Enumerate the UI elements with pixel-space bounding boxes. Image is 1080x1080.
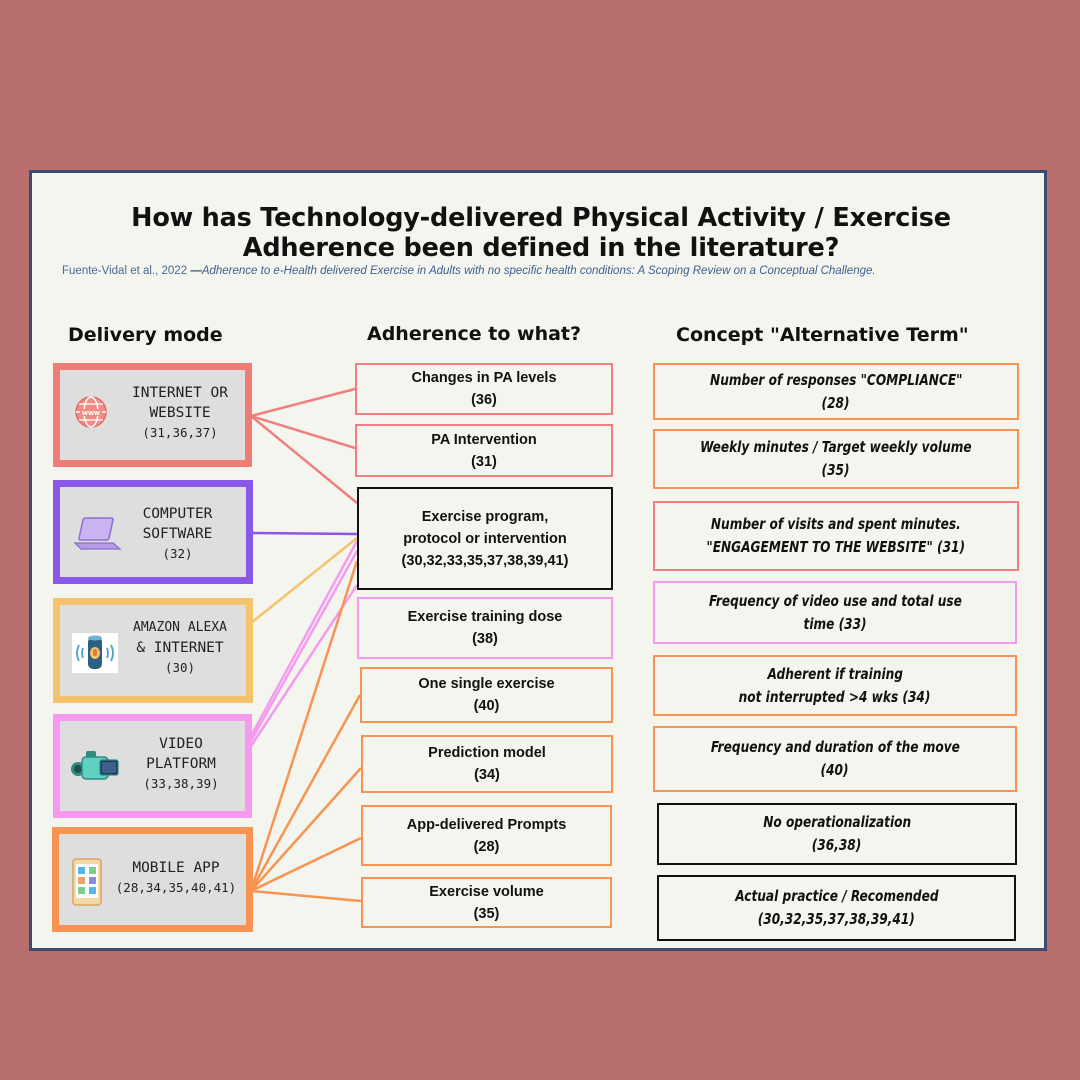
delivery-mode-refs: (30) [164,660,196,675]
concept-refs: (36,38) [812,836,862,854]
adherence-refs: (36) [471,392,497,408]
link-internet-exercise-program [251,416,357,503]
adherence-refs: (38) [472,631,498,647]
adherence-exercise-volume [361,877,612,928]
adherence-refs: (35) [473,905,500,922]
adherence-label: protocol or intervention [403,530,567,547]
adherence-label: PA Intervention [431,431,537,448]
delivery-mode-mobile-app [52,827,253,932]
adherence-label: Exercise program, [421,508,549,525]
adherence-pa-intervention [355,424,613,477]
adherence-label: Prediction model [428,745,546,761]
delivery-mode-amazon-alexa [53,598,253,703]
adherence-label: Changes in PA levels [411,370,557,386]
concept-frequency-duration [653,726,1017,792]
delivery-mode-refs: (33,38,39) [143,776,219,791]
adherence-heading: Adherence to what? [367,323,582,345]
delivery-mode-label: AMAZON ALEXA [133,620,227,635]
concept-weekly-minutes [653,429,1019,489]
mobile-app-icon [71,858,103,906]
link-mobile-app-prompts [251,838,361,891]
adherence-exercise-training-dose [357,597,613,659]
delivery-mode-label: PLATFORM [146,756,216,772]
video-camera-icon [70,749,120,787]
citation-paper: Adherence to e-Health delivered Exercise in Adults with no specific health conditions: A Scoping Review on a Conceptual Challenge. [201,265,876,277]
infographic-panel [29,170,1047,951]
concept-actual-practice [657,875,1016,941]
delivery-mode-video-platform [53,714,252,818]
link-mobile-exercise-volume [251,891,361,901]
delivery-mode-label: SOFTWARE [142,526,213,542]
concept-line: Frequency and duration of the move [710,738,960,756]
adherence-changes-in-pa-levels [355,363,613,415]
svg-text:WWW: WWW [81,411,101,417]
link-mobile-prediction-model [251,768,361,891]
adherence-refs: (34) [474,767,500,783]
concept-no-operationalization [657,803,1017,865]
adherence-label: One single exercise [418,676,555,692]
delivery-mode-label: INTERNET OR [131,385,229,401]
adherence-one-single-exercise [360,667,613,723]
delivery-mode-refs: (28,34,35,40,41) [115,880,237,895]
adherence-exercise-program [357,487,613,590]
concept-line: No operationalization [763,813,911,831]
delivery-mode-label: MOBILE APP [132,860,220,876]
concept-line: Adherent if training [767,664,903,683]
globe-icon [73,394,109,430]
concept-engagement [653,501,1019,571]
concept-refs: (28) [821,393,851,412]
adherence-refs: (28) [473,838,500,855]
concept-compliance [653,363,1019,420]
delivery-mode-label: COMPUTER [142,506,213,522]
delivery-mode-refs: (32) [162,546,193,561]
concept-refs: (40) [820,761,850,779]
delivery-mode-computer-software [53,480,253,584]
delivery-mode-label: & INTERNET [136,640,224,656]
adherence-refs: (40) [473,698,500,714]
link-computer-exercise-program [252,533,357,534]
delivery-mode-heading: Delivery mode [68,324,223,346]
concept-line: Actual practice / Recomended [734,887,939,905]
link-internet-pa-intervention [251,416,355,448]
adherence-refs: (30,32,33,35,37,38,39,41) [401,552,569,569]
concept-line: Weekly minutes / Target weekly volume [700,438,972,456]
concept-heading: Concept "Alternative Term" [676,324,969,346]
title-line-1: How has Technology-delivered Physical Activity / Exercise [131,203,951,233]
delivery-mode-label: VIDEO [159,736,203,752]
concept-refs: not interrupted >4 wks (34) [739,687,931,706]
smart-speaker-icon [72,633,118,673]
concept-line: Number of visits and spent minutes. [711,515,961,533]
citation-separator: — [190,265,202,277]
adherence-app-delivered-prompts [361,805,612,866]
citation-authors: Fuente-Vidal et al., 2022 [62,265,188,277]
concept-refs: time (33) [803,614,867,633]
title-line-2: Adherence been defined in the literature? [242,233,840,263]
adherence-refs: (31) [471,453,497,470]
concept-refs: (30,32,35,37,38,39,41) [757,910,916,928]
delivery-mode-refs: (31,36,37) [142,425,218,440]
link-internet-changes [251,389,355,416]
concept-line: Frequency of video use and total use [708,591,962,610]
adherence-label: Exercise training dose [407,609,563,625]
concept-refs: (35) [821,461,851,479]
concept-line: Number of responses "COMPLIANCE" [709,370,963,389]
adherence-label: App-delivered Prompts [406,816,567,833]
concept-adherent-if-training [653,655,1017,716]
concept-video-use [653,581,1017,644]
delivery-mode-label: WEBSITE [149,405,211,421]
adherence-prediction-model [361,735,613,793]
delivery-mode-internet [53,363,252,467]
concept-refs: "ENGAGEMENT TO THE WEBSITE" (31) [706,538,966,556]
link-video-exercise-program-1 [251,541,357,736]
adherence-label: Exercise volume [429,883,544,900]
